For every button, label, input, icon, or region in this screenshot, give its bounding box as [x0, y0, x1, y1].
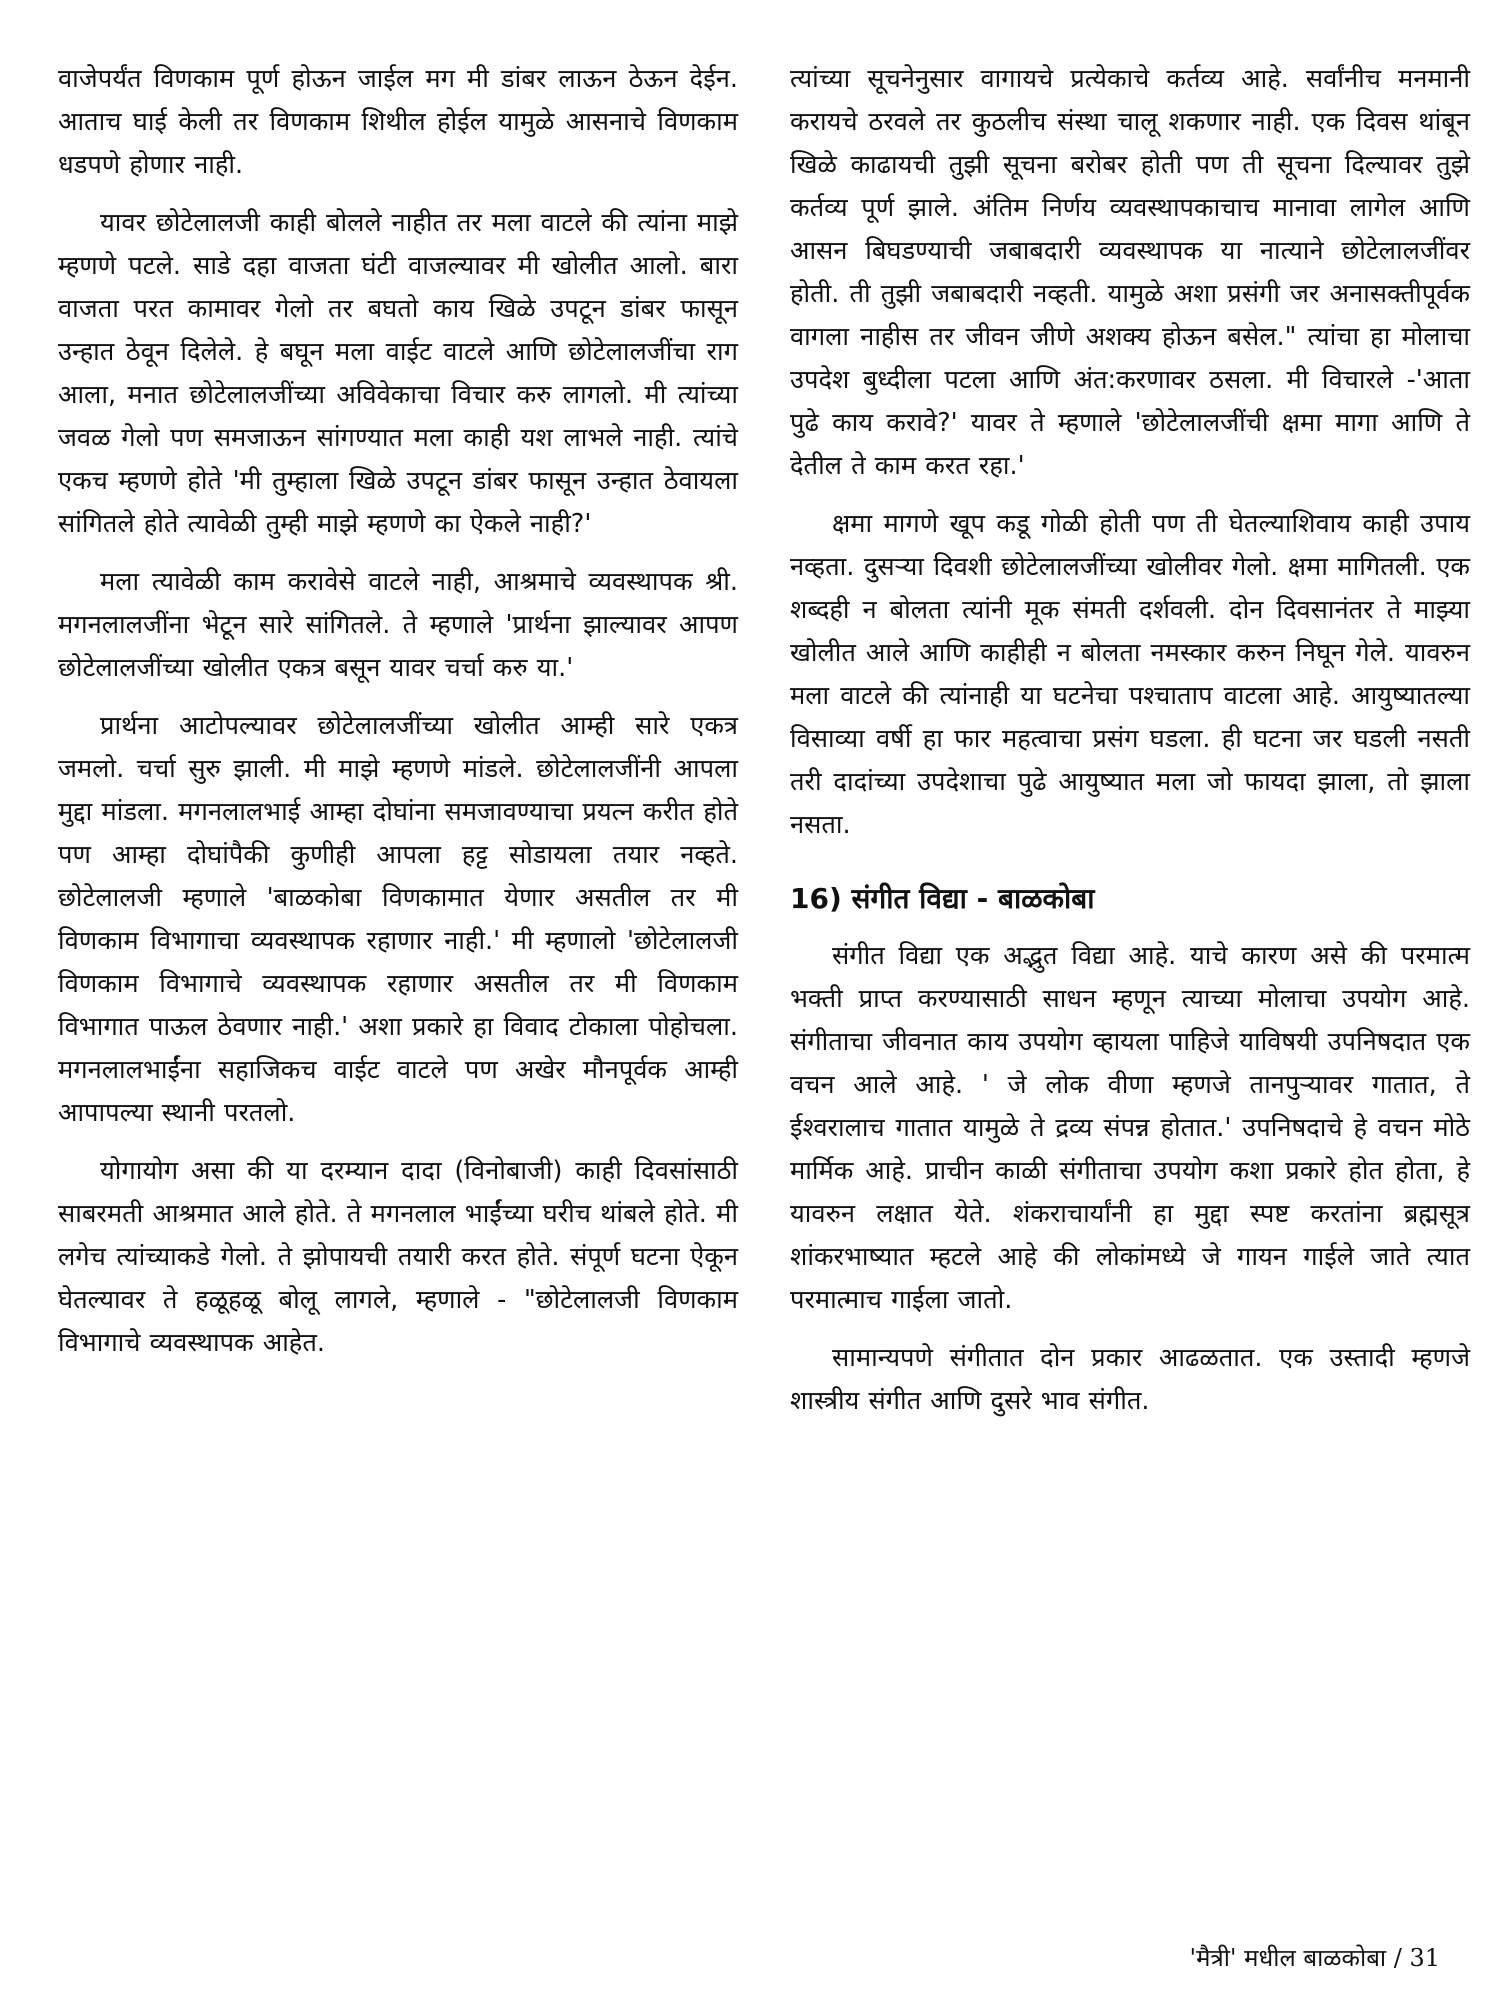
page-footer: 'मैत्री' मधील बाळकोबा / 31: [1189, 1944, 1440, 1972]
paragraph: सामान्यपणे संगीतात दोन प्रकार आढळतात. एक उस्तादी म्हणजे शास्त्रीय संगीत आणि दुसरे भाव संगीत.: [790, 1343, 1470, 1416]
paragraph: मला त्यावेळी काम करावेसे वाटले नाही, आश्रमाचे व्यवस्थापक श्री. मगनलालजींना भेटून सारे सांगितले. ते म्हणाले 'प्रार्थना झाल्यावर आपण छोटेलालजींच्या खोलीत एकत्र बसून यावर चर्चा करु या.': [58, 567, 738, 683]
section-heading: 16) संगीत विद्या - बाळकोबा: [790, 882, 1095, 915]
left-column: [58, 58, 738, 1380]
paragraph: योगायोग असा की या दरम्यान दादा (विनोबाजी) काही दिवसांसाठी साबरमती आश्रमात आले होते. ते मगनलाल भाईंच्या घरीच थांबले होते. मी लगेच त्यांच्याकडे गेलो. ते झोपायची तयारी करत होते. संपूर्ण घटना ऐकून घेतल्यावर ते हळूहळू बोलू लागले, म्हणाले - "छोटेलालजी विणकाम विभागाचे व्यवस्थापक आहेत.: [58, 1156, 738, 1358]
paragraph: वाजेपर्यंत विणकाम पूर्ण होऊन जाईल मग मी डांबर लाऊन ठेऊन देईन. आताच घाई केली तर विणकाम शिथील होईल यामुळे आसनाचे विणकाम धडपणे होणार नाही.: [58, 64, 738, 180]
paragraph: प्रार्थना आटोपल्यावर छोटेलालजींच्या खोलीत आम्ही सारे एकत्र जमलो. चर्चा सुरु झाली. मी माझे म्हणणे मांडले. छोटेलालजींनी आपला मुद्दा मांडला. मगनलालभाई आम्हा दोघांना समजावण्याचा प्रयत्न करीत होते पण आम्हा दोघांपैकी कुणीही आपला हट्ट सोडायला तयार नव्हते. छोटेलालजी म्हणाले 'बाळकोबा विणकामात येणार असतील तर मी विणकाम विभागाचा व्यवस्थापक रहाणार नाही.' मी म्हणालो 'छोटेलालजी विणकाम विभागाचे व्यवस्थापक रहाणार असतील तर मी विणकाम विभागात पाऊल ठेवणार नाही.' अशा प्रकारे हा विवाद टोकाला पोहोचला. मगनलालभाईंना सहाजिकच वाईट वाटले पण अखेर मौनपूर्वक आम्ही आपापल्या स्थानी परतलो.: [58, 711, 738, 1128]
paragraph: क्षमा मागणे खूप कडू गोळी होती पण ती घेतल्याशिवाय काही उपाय नव्हता. दुसऱ्या दिवशी छोटेलालजींच्या खोलीवर गेलो. क्षमा मागितली. एक शब्दही न बोलता त्यांनी मूक संमती दर्शवली. दोन दिवसानंतर ते माझ्या खोलीत आले आणि काहीही न बोलता नमस्कार करुन निघून गेले. यावरुन मला वाटले की त्यांनाही या घटनेचा पश्चाताप वाटला आहे. आयुष्यातल्या विसाव्या वर्षी हा फार महत्वाचा प्रसंग घडला. ही घटना जर घडली नसती तरी दादांच्या उपदेशाचा पुढे आयुष्यात मला जो फायदा झाला, तो झाला नसता.: [790, 509, 1470, 840]
right-column: [790, 58, 1470, 1438]
paragraph: संगीत विद्या एक अद्भुत विद्या आहे. याचे कारण असे की परमात्म भक्ती प्राप्त करण्यासाठी साधन म्हणून त्याच्या मोलाचा उपयोग आहे. संगीताचा जीवनात काय उपयोग व्हायला पाहिजे याविषयी उपनिषदात एक वचन आले आहे. ' जे लोक वीणा म्हणजे तानपुऱ्यावर गातात, ते ईश्वरालाच गातात यामुळे ते द्रव्य संपन्न होतात.' उपनिषदाचे हे वचन मोठे मार्मिक आहे. प्राचीन काळी संगीताचा उपयोग कशा प्रकारे होत होता, हे यावरुन लक्षात येते. शंकराचार्यांनी हा मुद्दा स्पष्ट करतांना ब्रह्मसूत्र शांकरभाष्यात म्हटले आहे की लोकांमध्ये जे गायन गाईले जाते त्यात परमात्माच गाईला जातो.: [790, 941, 1470, 1315]
paragraph: यावर छोटेलालजी काही बोलले नाहीत तर मला वाटले की त्यांना माझे म्हणणे पटले. साडे दहा वाजता घंटी वाजल्यावर मी खोलीत आलो. बारा वाजता परत कामावर गेलो तर बघतो काय खिळे उपटून डांबर फासून उन्हात ठेवून दिलेले. हे बघून मला वाईट वाटले आणि छोटेलालजींचा राग आला, मनात छोटेलालजींच्या अविवेकाचा विचार करु लागलो. मी त्यांच्या जवळ गेलो पण समजाऊन सांगण्यात मला काही यश लाभले नाही. त्यांचे एकच म्हणणे होते 'मी तुम्हाला खिळे उपटून डांबर फासून उन्हात ठेवायला सांगितले होते त्यावेळी तुम्ही माझे म्हणणे का ऐकले नाही?': [58, 208, 738, 539]
paragraph: त्यांच्या सूचनेनुसार वागायचे प्रत्येकाचे कर्तव्य आहे. सर्वांनीच मनमानी करायचे ठरवले तर कुठलीच संस्था चालू शकणार नाही. एक दिवस थांबून खिळे काढायची तुझी सूचना बरोबर होती पण ती सूचना दिल्यावर तुझे कर्तव्य पूर्ण झाले. अंतिम निर्णय व्यवस्थापकाचाच मानावा लागेल आणि आसन बिघडण्याची जबाबदारी व्यवस्थापक या नात्याने छोटेलालजींवर होती. ती तुझी जबाबदारी नव्हती. यामुळे अशा प्रसंगी जर अनासक्तीपूर्वक वागला नाहीस तर जीवन जीणे अशक्य होऊन बसेल." त्यांचा हा मोलाचा उपदेश बुध्दीला पटला आणि अंत:करणावर ठसला. मी विचारले -'आता पुढे काय करावे?' यावर ते म्हणाले 'छोटेलालजींची क्षमा मागा आणि ते देतील ते काम करत रहा.': [790, 64, 1470, 481]
